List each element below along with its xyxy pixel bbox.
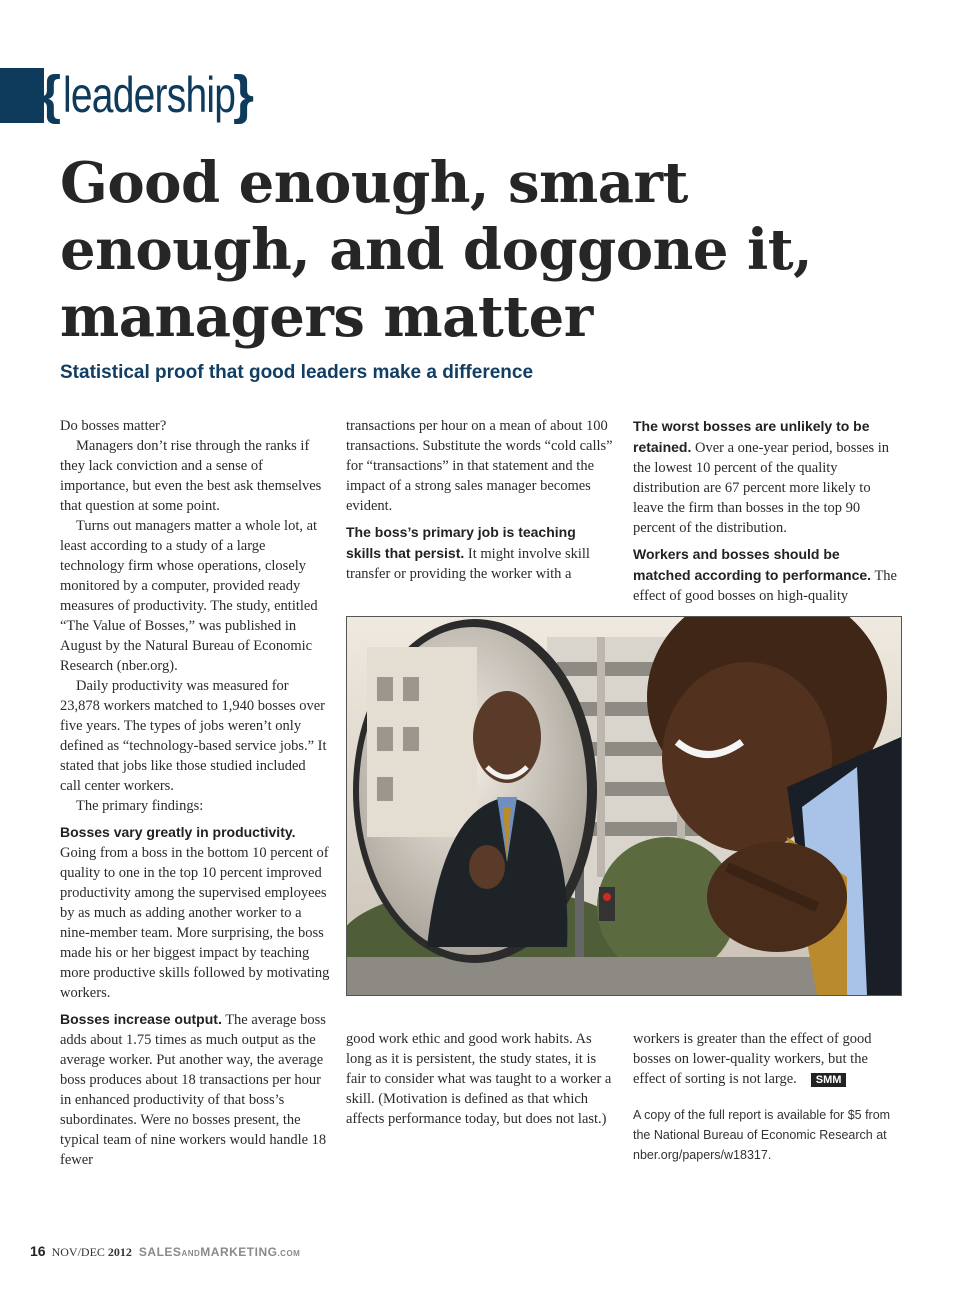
paragraph: Daily productivity was measured for 23,878 workers matched to 1,940 bosses over five years. The types of jobs weren’t only defined as “technology-based service jobs.” It stated that jobs like those studied included call center workers. — [60, 678, 327, 794]
photo-illustration — [347, 617, 901, 995]
finding-heading: The worst bosses are unlikely to be retained. — [633, 418, 870, 455]
paragraph-text: workers is greater than the effect of good bosses on lower-quality workers, but the effect of sorting is not large. — [633, 1031, 872, 1087]
end-mark-logo: SMM — [811, 1073, 847, 1087]
column-1 — [60, 416, 330, 1170]
section-tab-block — [0, 68, 44, 123]
headline: Good enough, smart enough, and doggone it, managers matter — [60, 150, 813, 350]
brand-part: .COM — [277, 1249, 301, 1258]
photo-man-in-mirror — [346, 616, 902, 996]
report-note: A copy of the full report is available for $5 from the National Bureau of Economic Research at nber.org/papers/w18317. — [633, 1108, 891, 1162]
subhead: Statistical proof that good leaders make a difference — [60, 362, 534, 383]
finding-text: The effect of good bosses on high-quality — [633, 568, 897, 604]
finding-text: The average boss adds about 1.75 times as much output as the average worker. Put another way, the average boss produces about 18 transactions per hour in enhanced productivity of that boss’s subordinates. Were no bosses present, the typical team of nine workers would handle 18 fewer — [60, 1012, 327, 1168]
paragraph: good work ethic and good work habits. As long as it is persistent, the study states, it is fair to consider what was taught to a worker a skill. (Motivation is defined as that which affects performance today, but does not last.) — [346, 1031, 612, 1127]
paragraph: Turns out managers matter a whole lot, at least according to a study of a large technology firm whose operations, closely monitored by a computer, provided ready measures of productivity. The study, entitled “The Value of Bosses,” was published in August by the Natural Bureau of Economic Research (nber.org). — [60, 518, 318, 674]
section-label — [40, 60, 254, 130]
issue-date: NOV/DEC — [51, 1245, 105, 1259]
finding-paragraph — [346, 522, 614, 584]
finding-text: Over a one-year period, bosses in the lowest 10 percent of the quality distribution are 67 percent more likely to leave the firm than bosses in the top 90 percent of the distribution. — [633, 440, 890, 536]
finding-paragraph — [60, 1009, 330, 1170]
finding-paragraph — [633, 416, 901, 538]
brand-part: AND — [181, 1249, 201, 1258]
column-2-top — [346, 416, 614, 584]
paragraph — [633, 1029, 901, 1089]
magazine-brand — [139, 1245, 300, 1259]
paragraph: Do bosses matter? — [60, 418, 167, 434]
finding-text: Going from a boss in the bottom 10 percent of quality to one in the top 10 percent improved productivity among the supervised employees by as much as adding another worker to a nine-member team. More surprising, the boss made his or her biggest impact by teaching more productive skills followed by motivating workers. — [60, 845, 330, 1001]
paragraph: The primary findings: — [76, 798, 204, 814]
finding-text: It might involve skill transfer or providing the worker with a — [346, 546, 590, 582]
close-brace: } — [233, 65, 255, 125]
column-3-top — [633, 416, 901, 606]
page-number: 16 — [30, 1243, 46, 1259]
open-brace: { — [40, 65, 62, 125]
paragraph: Managers don’t rise through the ranks if they lack conviction and a sense of importance, but even the best ask themselves that question at some point. — [60, 438, 322, 514]
finding-paragraph — [60, 822, 330, 1003]
brand-part: SALES — [138, 1245, 182, 1259]
section-name: leadership — [63, 67, 236, 123]
finding-paragraph — [633, 544, 901, 606]
column-3-bottom — [633, 1029, 901, 1165]
finding-heading: Workers and bosses should be matched according to performance. — [633, 546, 872, 583]
brand-part: MARKETING — [200, 1245, 278, 1259]
issue-year: 2012 — [107, 1245, 132, 1259]
finding-heading: Bosses increase output. — [60, 1011, 222, 1027]
page-footer — [30, 1243, 300, 1260]
finding-heading: The boss’s primary job is teaching skills that persist. — [346, 524, 576, 561]
finding-heading: Bosses vary greatly in productivity. — [60, 824, 296, 840]
paragraph: transactions per hour on a mean of about 100 transactions. Substitute the words “cold calls” for “transactions” in that statement and the impact of a strong sales manager becomes evident. — [346, 418, 613, 514]
column-2-bottom — [346, 1029, 614, 1129]
